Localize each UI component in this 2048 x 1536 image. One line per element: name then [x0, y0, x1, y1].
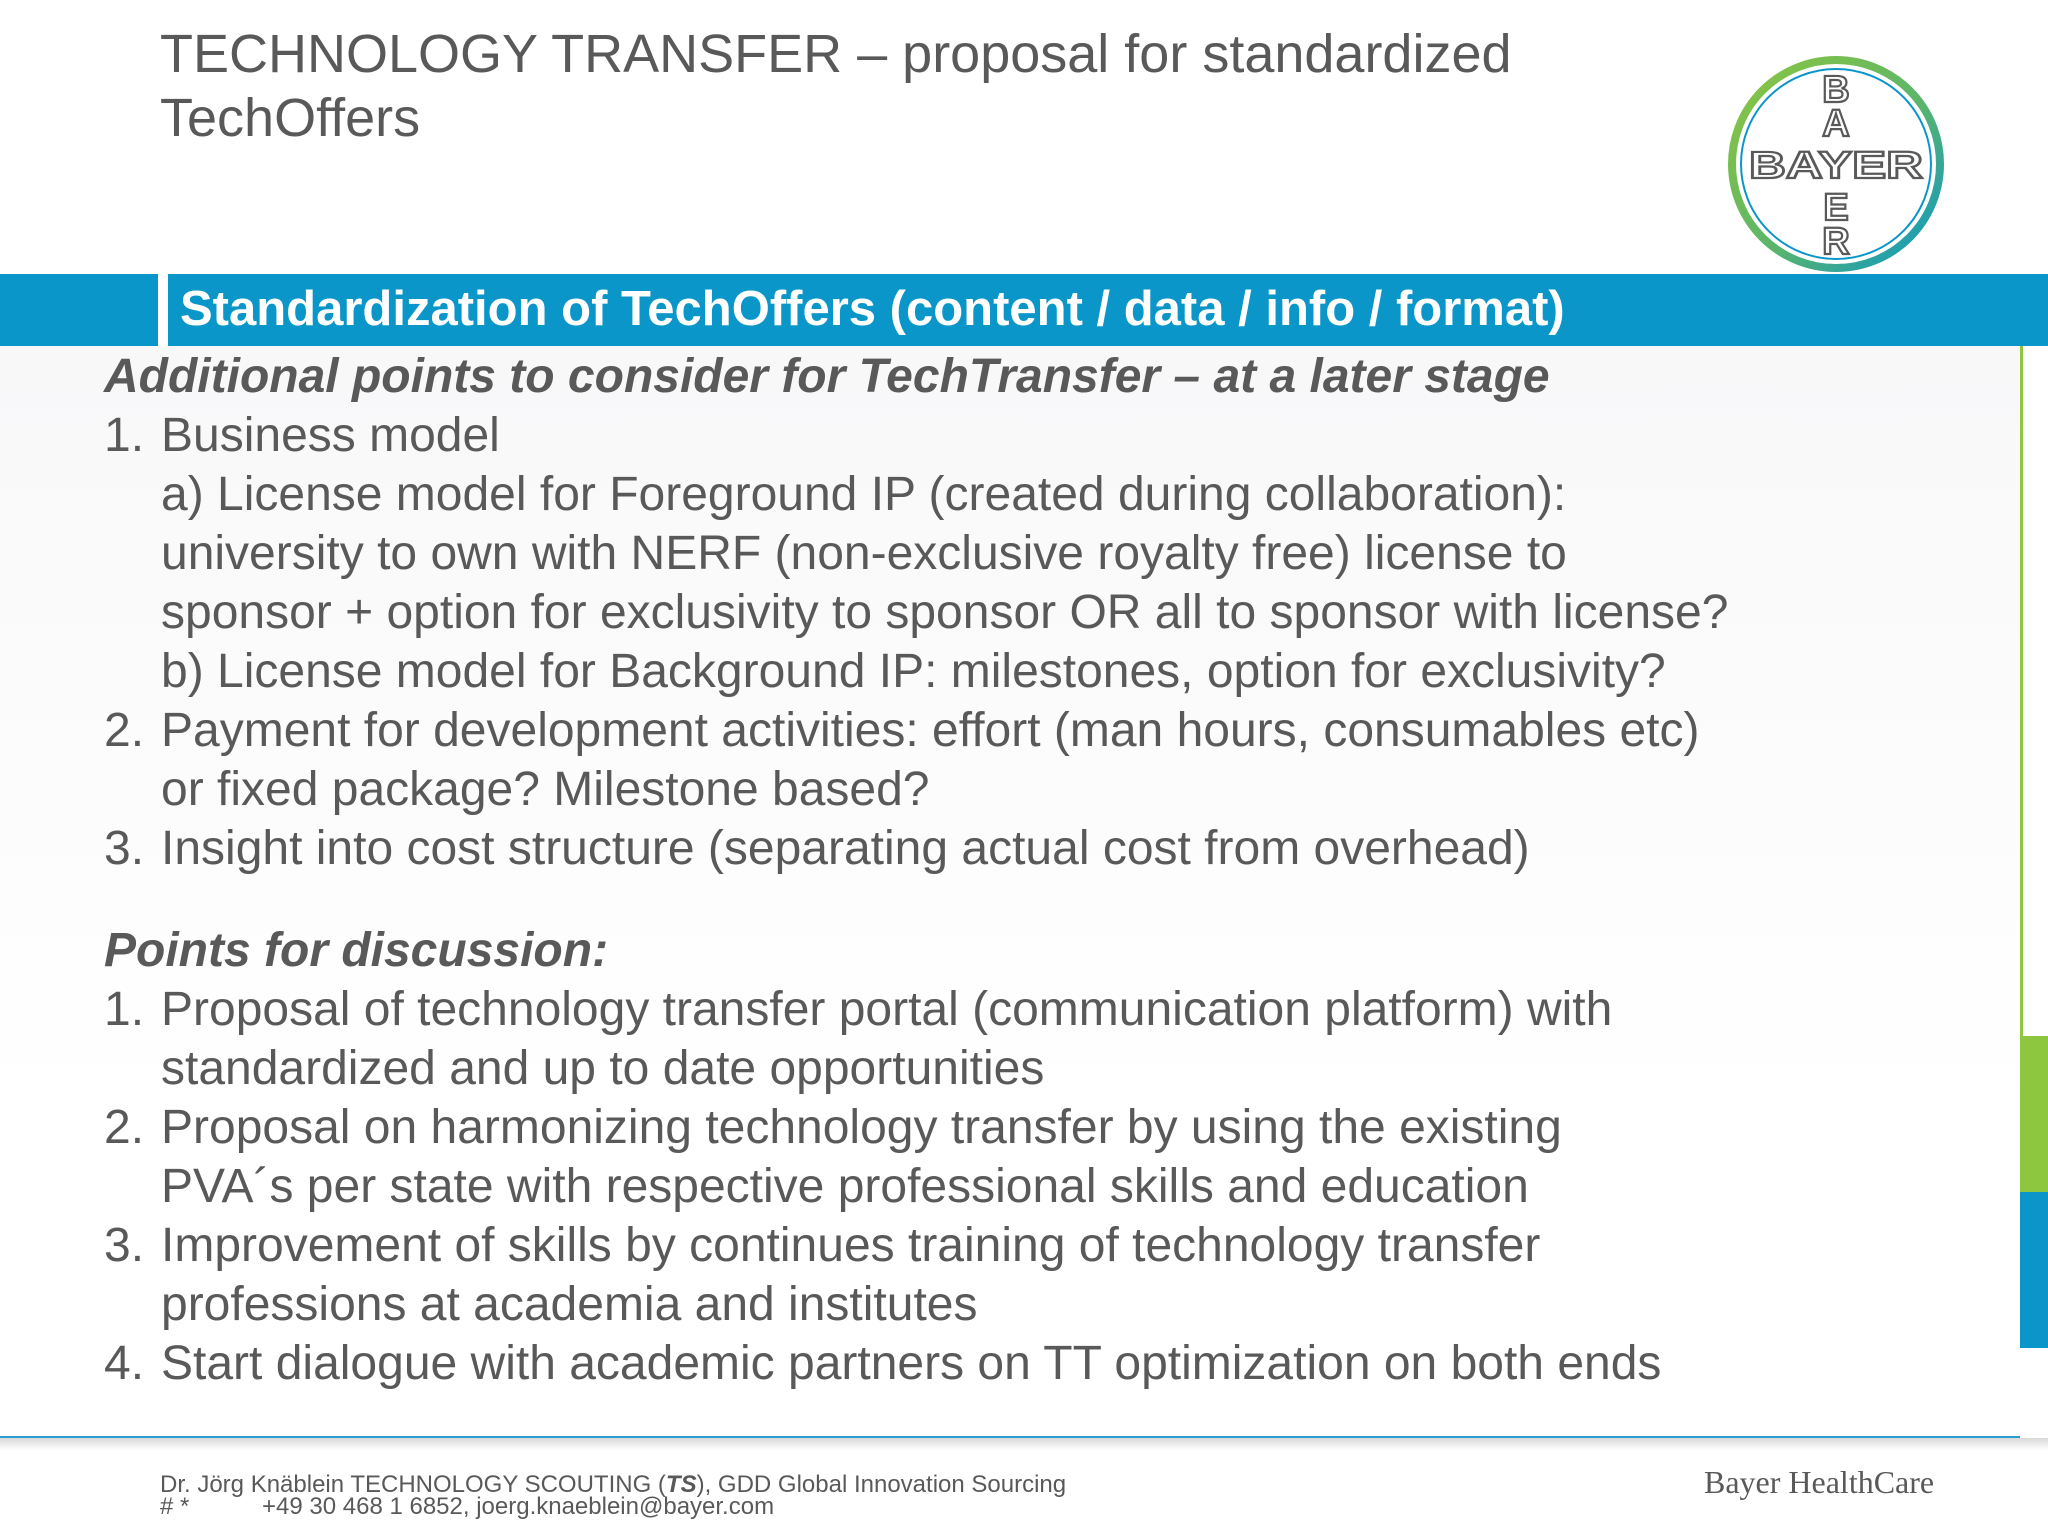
slide-number: # *: [160, 1493, 190, 1520]
item-number: 4.: [104, 1337, 145, 1390]
banner-gap: [158, 274, 168, 346]
logo-letter-e: E: [1823, 187, 1849, 229]
slide-title-line2: TechOffers: [160, 88, 421, 148]
item-number: 1.: [104, 983, 145, 1036]
item-line: PVA´s per state with respective professional skills and education: [161, 1160, 1529, 1213]
section2-item-1: [104, 980, 2004, 1098]
slide-title: [160, 22, 1660, 150]
item-text: Business model: [161, 409, 500, 462]
logo-horizontal-word: BAYER: [1749, 145, 1923, 187]
sub-line: a) License model for Foreground IP (created during collaboration):: [161, 468, 1567, 521]
section1-item-1-details: [104, 465, 2004, 701]
item-line: Improvement of skills by continues training of technology transfer: [161, 1219, 1541, 1272]
side-stripe-green: [2020, 1036, 2048, 1192]
sub-line: b) License model for Background IP: milestones, option for exclusivity?: [161, 645, 1666, 698]
item-line: Proposal of technology transfer portal (communication platform) with: [161, 983, 1613, 1036]
slide-title-line1: TECHNOLOGY TRANSFER – proposal for standardized: [160, 24, 1512, 84]
footer-ts-abbrev: TS: [665, 1471, 697, 1498]
item-line: Proposal on harmonizing technology transfer by using the existing: [161, 1101, 1562, 1154]
section2-heading: Points for discussion:: [104, 924, 609, 977]
footer-contact-line: [160, 1493, 1066, 1520]
slide-content: [104, 348, 2004, 1393]
footer-author-info: [160, 1471, 1067, 1520]
logo-letter-a: A: [1822, 103, 1850, 145]
banner-title: Standardization of TechOffers (content / data / info / format): [180, 282, 1565, 336]
section2-item-4: [104, 1334, 2004, 1393]
item-line: standardized and up to date opportunities: [161, 1042, 1045, 1095]
section2-item-2: [104, 1098, 2004, 1216]
footer-author-line: Dr. Jörg Knäblein TECHNOLOGY SCOUTING (TS), GDD Global Innovation Sourcing: [160, 1471, 1067, 1498]
section2-item-3: [104, 1216, 2004, 1334]
item-number: 2.: [104, 1101, 145, 1154]
sub-line: university to own with NERF (non-exclusive royalty free) license to: [161, 527, 1567, 580]
side-stripe-blue: [2020, 1192, 2048, 1348]
item-line: or fixed package? Milestone based?: [161, 763, 930, 816]
item-number: 1.: [104, 409, 145, 462]
item-line: professions at academia and institutes: [161, 1278, 978, 1331]
item-number: 3.: [104, 822, 145, 875]
logo-letter-b: B: [1822, 69, 1850, 111]
item-line: Insight into cost structure (separating actual cost from overhead): [161, 822, 1530, 875]
item-number: 3.: [104, 1219, 145, 1272]
logo-letter-r: R: [1822, 221, 1850, 263]
footer-contact: +49 30 468 1 6852, joerg.knaeblein@bayer.com: [262, 1493, 775, 1520]
section1-heading: Additional points to consider for TechTransfer – at a later stage: [104, 350, 1550, 403]
sub-line: sponsor + option for exclusivity to sponsor OR all to sponsor with license?: [161, 586, 1729, 639]
item-number: 2.: [104, 704, 145, 757]
section1-item-2: [104, 701, 2004, 819]
footer-divider: [0, 1438, 2048, 1450]
bayer-logo: [1726, 54, 1946, 274]
item-line: Payment for development activities: effort (man hours, consumables etc): [161, 704, 1700, 757]
section1-item-3: [104, 819, 2004, 878]
side-stripe-top: [2020, 346, 2048, 1036]
section1-item-1: [104, 406, 2004, 465]
item-line: Start dialogue with academic partners on TT optimization on both ends: [161, 1337, 1662, 1390]
footer-brand: Bayer HealthCare: [1704, 1464, 1935, 1500]
